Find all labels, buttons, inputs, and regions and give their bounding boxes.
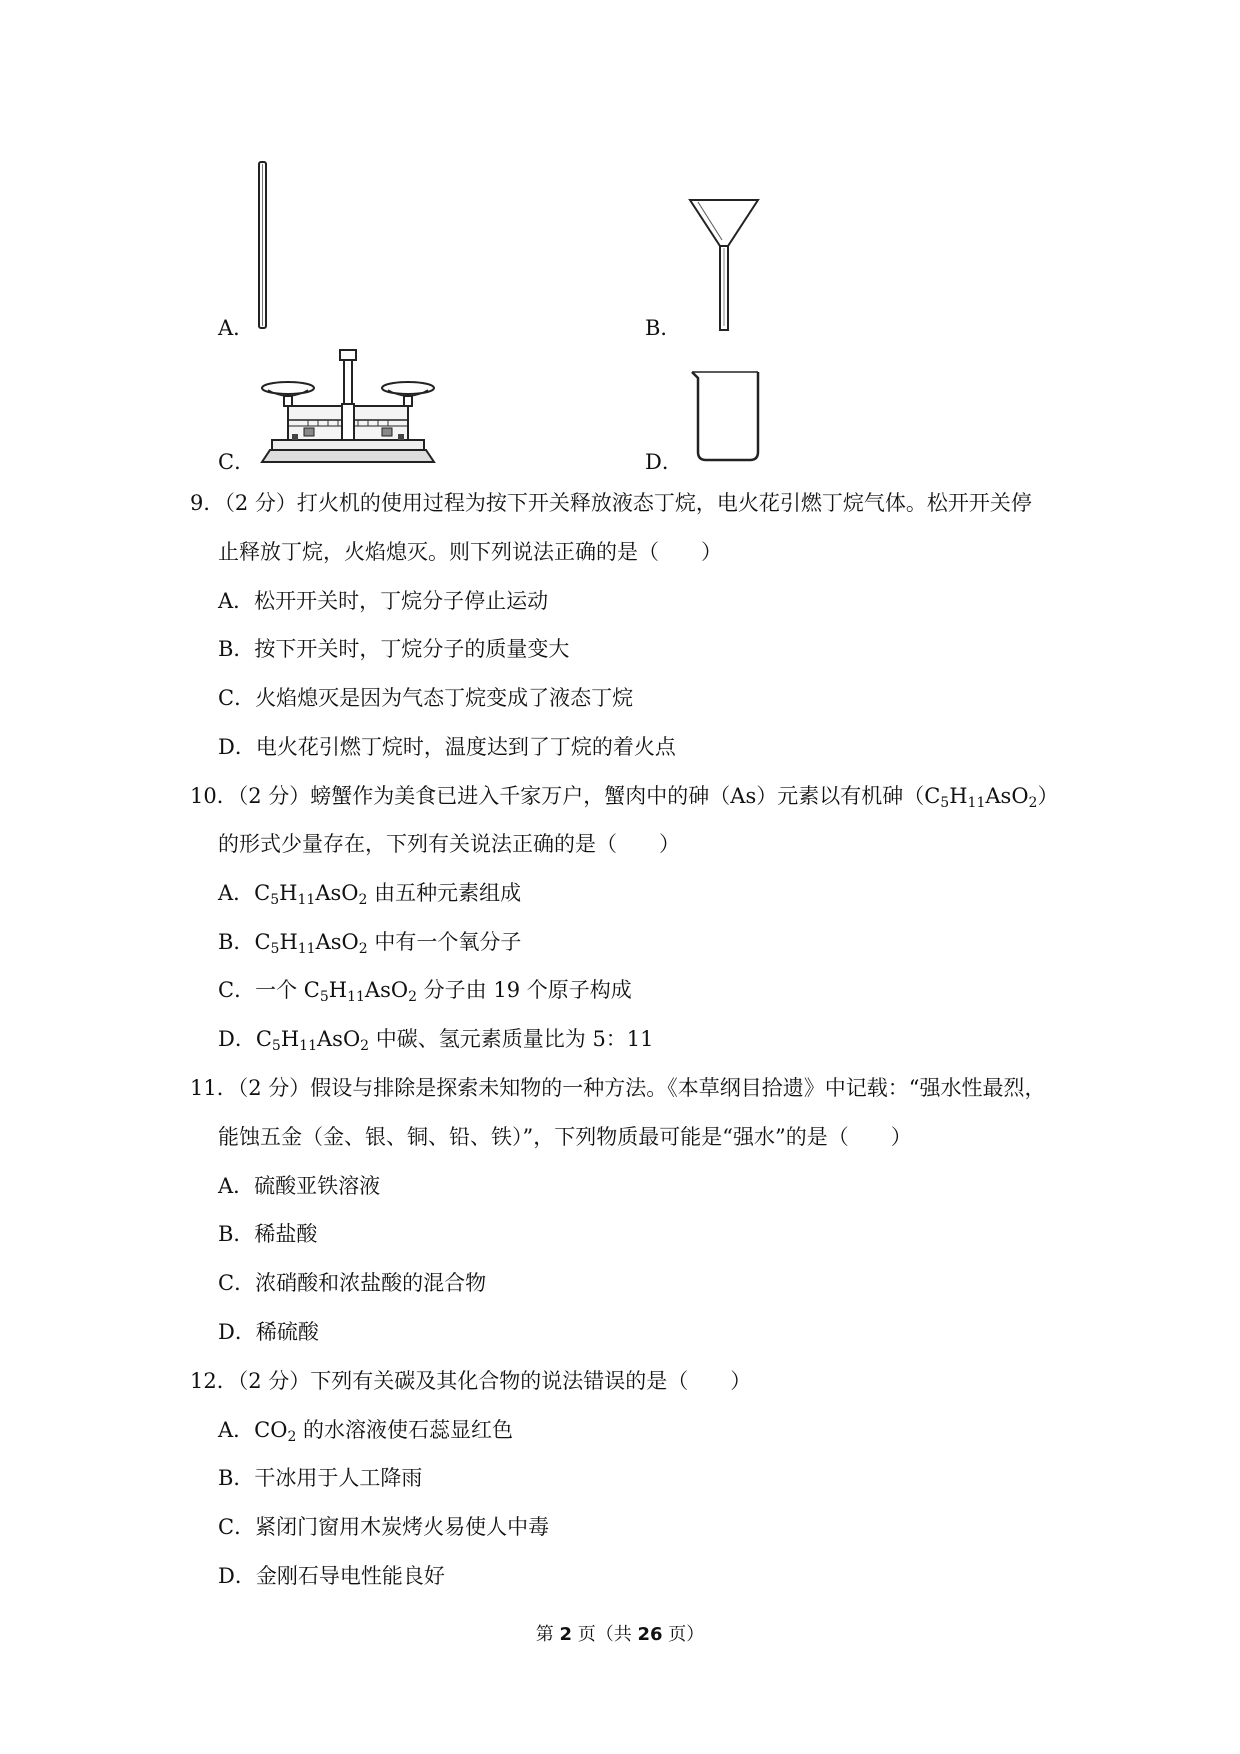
option-prefix: A． [218,881,255,905]
option-prefix: A．CO [218,1418,288,1442]
page-number: 2 [559,1624,572,1645]
formula-sub: 2 [358,941,368,957]
close-paren: ） [1037,784,1059,808]
formula-sub: 5 [319,989,329,1005]
q9-option-b: B．按下开关时，丁烷分子的质量变大 [218,637,570,661]
q12-stem-line-1 [190,1366,751,1396]
q12-option-d: D．金刚石导电性能良好 [218,1564,445,1588]
q11-stem-line-1 [190,1073,1046,1103]
formula-sub: 11 [297,892,316,908]
q10-stem-line-2: 的形式少量存在，下列有关说法正确的是（ ） [218,832,680,856]
option-suffix: 中有一个氧分子 [367,930,522,954]
q10-score: （2 分） [237,784,311,808]
formula-sub: 11 [299,1038,317,1054]
formula-aso: AsO [315,881,359,905]
q11-option-a: A．硫酸亚铁溶液 [218,1174,381,1198]
q12-number: 12． [190,1369,238,1393]
q9-stem-1: 打火机的使用过程为按下开关释放液态丁烷，电火花引燃丁烷气体。松开开关停 [296,491,1032,515]
option-suffix: 的水溶液使石蕊显红色 [296,1418,514,1442]
balance-scale-image [258,346,438,464]
q11-number: 11． [190,1076,238,1100]
q12-option-b: B．干冰用于人工降雨 [218,1466,423,1490]
formula-sub: 5 [270,941,280,957]
q10-number: 10． [190,784,238,808]
formula-sub: 11 [967,795,986,811]
formula-aso: AsO [364,978,409,1002]
formula-sub: 5 [270,892,280,908]
q11-option-d: D．稀硫酸 [218,1320,319,1344]
q9-option-a: A．松开开关时，丁烷分子停止运动 [218,589,549,613]
formula-sub: 2 [358,892,368,908]
formula-aso: AsO [317,1027,361,1051]
beaker-image [688,368,768,462]
q9-stem-line-1 [190,488,1032,518]
option-suffix: 由五种元素组成 [367,881,522,905]
q11-option-b: B．稀盐酸 [218,1222,318,1246]
funnel-image [688,198,760,332]
figure-option-d-label: D． [645,450,683,474]
q12-stem-1: 下列有关碳及其化合物的说法错误的是（ ） [310,1369,752,1393]
formula-aso: AsO [315,930,359,954]
q11-stem-line-2: 能蚀五金（金、银、铜、铅、铁）”，下列物质最可能是“强水”的是（ ） [218,1125,912,1149]
option-prefix: C．一个 [218,978,304,1002]
q10-option-b [218,927,521,957]
formula-h: H [279,881,298,905]
glass-rod-image [256,160,270,330]
formula-c: C [254,930,271,954]
figure-option-b-label: B． [645,316,682,340]
total-pages: 26 [637,1624,663,1645]
footer-mid: 页（共 [572,1624,638,1645]
formula-h: H [328,978,348,1002]
q10-option-c [218,975,632,1005]
formula-h: H [279,930,298,954]
formula-h: H [280,1027,300,1051]
q11-score: （2 分） [237,1076,311,1100]
page-footer [0,1620,1240,1646]
formula-c: C [254,881,271,905]
q12-option-c: C．紧闭门窗用木炭烤火易使人中毒 [218,1515,550,1539]
figure-option-a-label: A． [218,316,255,340]
q11-stem-1: 假设与排除是探索未知物的一种方法。《本草纲目拾遗》中记载：“强水性最烈， [310,1076,1046,1100]
footer-pre: 第 [535,1624,560,1645]
footer-post: 页） [662,1624,705,1645]
formula-sub: 2 [287,1429,297,1445]
q9-stem-line-2: 止释放丁烷，火焰熄灭。则下列说法正确的是（ ） [218,540,722,564]
q11-option-c: C．浓硝酸和浓盐酸的混合物 [218,1271,487,1295]
formula-h: H [949,784,968,808]
q10-stem-line-1 [190,781,1058,811]
formula-sub: 11 [347,989,365,1005]
q9-option-c: C．火焰熄灭是因为气态丁烷变成了液态丁烷 [218,686,634,710]
q9-number: 9． [190,491,225,515]
formula-sub: 5 [271,1038,281,1054]
formula-c: C [255,1027,272,1051]
figure-option-c-label: C． [218,450,256,474]
formula-sub: 2 [360,1038,370,1054]
q9-option-d: D．电火花引燃丁烷时，温度达到了丁烷的着火点 [218,735,676,759]
formula-sub: 11 [297,941,316,957]
formula-c: C [303,978,320,1002]
q9-score: （2 分） [224,491,297,515]
option-suffix: 分子由 19 个原子构成 [417,978,632,1002]
formula-sub: 2 [1028,795,1038,811]
formula-sub: 2 [408,989,417,1005]
option-suffix: 中碳、氢元素质量比为 5：11 [369,1027,654,1051]
q12-score: （2 分） [237,1369,311,1393]
q12-option-a [218,1415,513,1445]
q10-option-a [218,878,521,908]
formula-aso: AsO [985,784,1029,808]
q10-stem-1: 螃蟹作为美食已进入千家万户，蟹肉中的砷（As）元素以有机砷（C [310,784,941,808]
option-prefix: D． [218,1027,256,1051]
formula-sub: 5 [940,795,950,811]
q10-option-d [218,1024,654,1054]
option-prefix: B． [218,930,255,954]
